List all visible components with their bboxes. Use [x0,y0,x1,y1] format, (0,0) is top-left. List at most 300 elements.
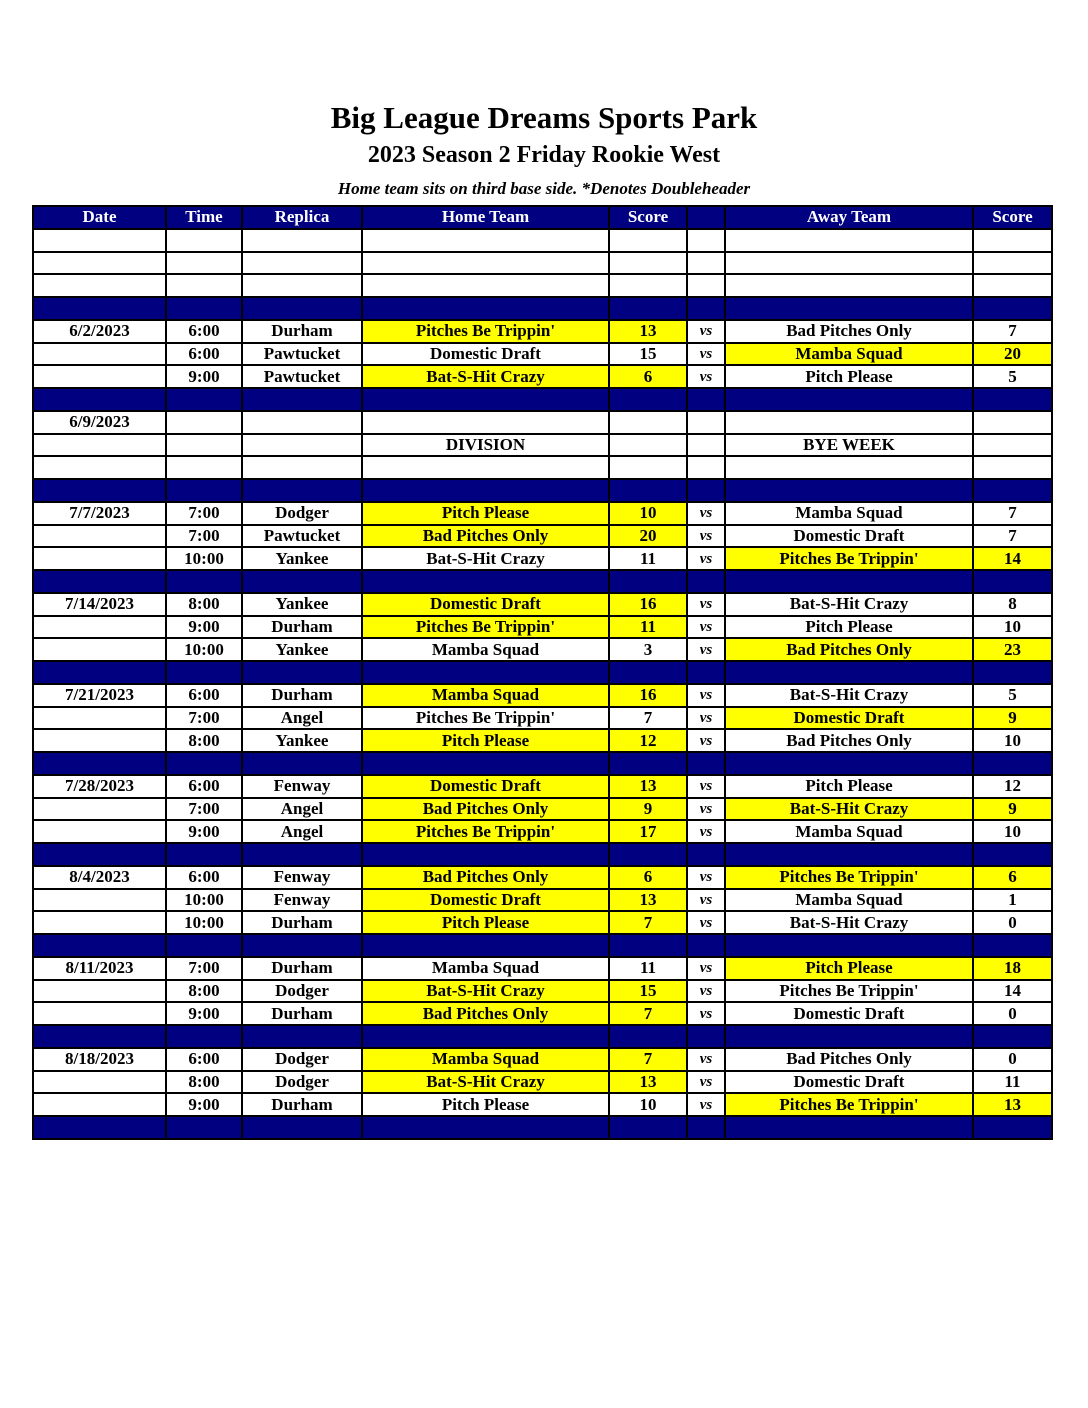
vs-cell: vs [687,980,725,1003]
header-time: Time [166,206,242,229]
home-score-cell: 13 [609,775,687,798]
time-cell: 9:00 [166,820,242,843]
away-score-cell: 6 [973,866,1052,889]
date-cell [33,934,166,957]
away-score-cell: 8 [973,593,1052,616]
away-team-cell [725,1116,973,1139]
away-score-cell [973,843,1052,866]
home-score-cell: 7 [609,1048,687,1071]
date-cell [33,1002,166,1025]
vs-cell: vs [687,547,725,570]
away-team-cell: Domestic Draft [725,525,973,548]
away-team-cell: Mamba Squad [725,502,973,525]
time-cell: 7:00 [166,707,242,730]
header-replica: Replica [242,206,362,229]
replica-cell: Durham [242,320,362,343]
date-cell [33,889,166,912]
home-team-cell: Mamba Squad [362,638,609,661]
game-row [33,502,1052,525]
home-team-cell: Bad Pitches Only [362,525,609,548]
home-team-cell [362,752,609,775]
replica-cell [242,252,362,275]
away-team-cell: Bad Pitches Only [725,729,973,752]
game-row [33,911,1052,934]
replica-cell: Dodger [242,980,362,1003]
away-team-cell: Pitch Please [725,957,973,980]
away-team-cell: Pitch Please [725,616,973,639]
date-cell [33,616,166,639]
date-cell [33,980,166,1003]
game-row [33,820,1052,843]
away-score-cell [973,274,1052,297]
vs-cell: vs [687,1093,725,1116]
away-score-cell [973,434,1052,457]
time-cell: 6:00 [166,320,242,343]
home-score-cell: 13 [609,889,687,912]
date-cell [33,1025,166,1048]
away-score-cell [973,752,1052,775]
separator-row [33,1116,1052,1139]
date-cell [33,297,166,320]
separator-row [33,570,1052,593]
home-team-cell: Domestic Draft [362,343,609,366]
away-score-cell: 11 [973,1071,1052,1094]
home-score-cell: 13 [609,320,687,343]
game-row [33,1071,1052,1094]
home-score-cell [609,479,687,502]
date-cell [33,798,166,821]
away-score-cell: 23 [973,638,1052,661]
game-row [33,775,1052,798]
home-team-cell: Domestic Draft [362,889,609,912]
home-score-cell [609,411,687,434]
vs-cell: vs [687,729,725,752]
home-score-cell: 10 [609,502,687,525]
replica-cell: Yankee [242,547,362,570]
blank-row [33,456,1052,479]
vs-cell: vs [687,502,725,525]
replica-cell [242,479,362,502]
away-score-cell: 5 [973,365,1052,388]
date-cell [33,1093,166,1116]
away-team-cell: Domestic Draft [725,1002,973,1025]
away-team-cell: Domestic Draft [725,1071,973,1094]
replica-cell: Durham [242,1093,362,1116]
time-cell: 10:00 [166,547,242,570]
game-row [33,593,1052,616]
replica-cell: Fenway [242,889,362,912]
date-cell [33,547,166,570]
away-team-cell [725,752,973,775]
replica-cell: Pawtucket [242,365,362,388]
away-team-cell [725,1025,973,1048]
away-team-cell: Bat-S-Hit Crazy [725,593,973,616]
home-score-cell [609,252,687,275]
time-cell [166,411,242,434]
date-cell [33,479,166,502]
game-row [33,798,1052,821]
time-cell [166,752,242,775]
game-row [33,547,1052,570]
away-team-cell: Mamba Squad [725,820,973,843]
home-team-cell: Mamba Squad [362,1048,609,1071]
replica-cell: Dodger [242,502,362,525]
header-away-team: Away Team [725,206,973,229]
game-row [33,525,1052,548]
date-cell [33,911,166,934]
vs-cell: vs [687,1071,725,1094]
home-score-cell: 6 [609,365,687,388]
replica-cell: Durham [242,957,362,980]
game-row [33,434,1052,457]
away-score-cell: 7 [973,320,1052,343]
replica-cell: Fenway [242,775,362,798]
home-team-cell [362,661,609,684]
away-score-cell: 10 [973,616,1052,639]
vs-cell [687,1116,725,1139]
away-score-cell: 10 [973,820,1052,843]
home-score-cell: 10 [609,1093,687,1116]
home-team-cell: Pitches Be Trippin' [362,616,609,639]
away-team-cell [725,934,973,957]
home-team-cell: Pitches Be Trippin' [362,707,609,730]
away-score-cell: 12 [973,775,1052,798]
home-team-cell [362,388,609,411]
header-vs [687,206,725,229]
date-cell: 7/14/2023 [33,593,166,616]
home-score-cell [609,434,687,457]
date-cell: 7/28/2023 [33,775,166,798]
away-score-cell: 14 [973,547,1052,570]
game-row [33,866,1052,889]
away-score-cell: 10 [973,729,1052,752]
away-score-cell [973,1116,1052,1139]
away-score-cell: 7 [973,502,1052,525]
away-score-cell [973,479,1052,502]
home-score-cell: 13 [609,1071,687,1094]
vs-cell: vs [687,684,725,707]
home-team-cell: Pitches Be Trippin' [362,820,609,843]
away-score-cell: 20 [973,343,1052,366]
replica-cell: Angel [242,707,362,730]
away-score-cell: 9 [973,707,1052,730]
home-team-cell [362,274,609,297]
header-away-score: Score [973,206,1052,229]
away-score-cell: 0 [973,1048,1052,1071]
time-cell [166,661,242,684]
home-team-cell [362,297,609,320]
game-row [33,320,1052,343]
away-score-cell [973,934,1052,957]
date-cell [33,365,166,388]
home-score-cell: 11 [609,616,687,639]
separator-row [33,843,1052,866]
home-team-cell [362,934,609,957]
home-score-cell: 15 [609,980,687,1003]
replica-cell [242,1025,362,1048]
home-team-cell [362,456,609,479]
time-cell: 10:00 [166,638,242,661]
away-team-cell: Bad Pitches Only [725,1048,973,1071]
vs-cell [687,570,725,593]
replica-cell: Durham [242,616,362,639]
home-score-cell [609,934,687,957]
game-row [33,1093,1052,1116]
vs-cell [687,752,725,775]
time-cell: 9:00 [166,616,242,639]
away-score-cell: 14 [973,980,1052,1003]
away-score-cell: 0 [973,911,1052,934]
vs-cell: vs [687,616,725,639]
time-cell: 8:00 [166,593,242,616]
home-score-cell: 17 [609,820,687,843]
replica-cell: Durham [242,1002,362,1025]
vs-cell [687,434,725,457]
vs-cell [687,229,725,252]
vs-cell: vs [687,889,725,912]
home-score-cell [609,752,687,775]
away-team-cell [725,274,973,297]
away-team-cell: Bad Pitches Only [725,320,973,343]
away-team-cell [725,661,973,684]
vs-cell: vs [687,1002,725,1025]
game-row [33,638,1052,661]
separator-row [33,661,1052,684]
vs-cell: vs [687,911,725,934]
home-score-cell [609,229,687,252]
replica-cell [242,434,362,457]
home-score-cell: 3 [609,638,687,661]
away-team-cell: Pitches Be Trippin' [725,866,973,889]
time-cell: 8:00 [166,729,242,752]
replica-cell [242,229,362,252]
time-cell [166,434,242,457]
home-team-cell: Bat-S-Hit Crazy [362,980,609,1003]
date-cell [33,570,166,593]
away-score-cell: 1 [973,889,1052,912]
away-score-cell [973,570,1052,593]
vs-cell: vs [687,1048,725,1071]
game-row [33,729,1052,752]
separator-row [33,1025,1052,1048]
vs-cell: vs [687,707,725,730]
vs-cell [687,934,725,957]
vs-cell [687,456,725,479]
replica-cell [242,843,362,866]
home-team-cell: Bad Pitches Only [362,866,609,889]
away-team-cell: Pitches Be Trippin' [725,980,973,1003]
vs-cell: vs [687,525,725,548]
away-team-cell [725,252,973,275]
time-cell: 8:00 [166,980,242,1003]
vs-cell: vs [687,593,725,616]
date-cell [33,752,166,775]
home-score-cell: 20 [609,525,687,548]
header-home-score: Score [609,206,687,229]
home-team-cell [362,570,609,593]
date-cell: 6/9/2023 [33,411,166,434]
date-cell [33,434,166,457]
replica-cell [242,661,362,684]
replica-cell [242,1116,362,1139]
home-team-cell: Bat-S-Hit Crazy [362,365,609,388]
time-cell: 9:00 [166,365,242,388]
time-cell: 9:00 [166,1002,242,1025]
vs-cell [687,479,725,502]
away-score-cell [973,388,1052,411]
time-cell: 6:00 [166,343,242,366]
replica-cell: Yankee [242,729,362,752]
vs-cell: vs [687,775,725,798]
away-score-cell [973,661,1052,684]
vs-cell [687,661,725,684]
home-score-cell [609,1025,687,1048]
away-team-cell: Pitch Please [725,775,973,798]
home-score-cell [609,274,687,297]
replica-cell: Fenway [242,866,362,889]
vs-cell: vs [687,798,725,821]
date-cell [33,229,166,252]
date-cell [33,252,166,275]
home-team-cell: DIVISION [362,434,609,457]
date-cell [33,1116,166,1139]
time-cell [166,297,242,320]
away-team-cell: Pitch Please [725,365,973,388]
home-score-cell [609,661,687,684]
away-team-cell [725,570,973,593]
page-title: Big League Dreams Sports Park [330,100,758,135]
game-row [33,707,1052,730]
replica-cell: Yankee [242,593,362,616]
home-team-cell: Pitch Please [362,729,609,752]
blank-row [33,252,1052,275]
date-cell [33,820,166,843]
home-score-cell [609,297,687,320]
replica-cell [242,570,362,593]
away-score-cell: 7 [973,525,1052,548]
time-cell: 10:00 [166,911,242,934]
away-team-cell [725,388,973,411]
vs-cell [687,297,725,320]
time-cell [166,252,242,275]
time-cell [166,1116,242,1139]
away-score-cell [973,252,1052,275]
home-score-cell: 7 [609,911,687,934]
time-cell: 7:00 [166,798,242,821]
time-cell: 6:00 [166,866,242,889]
vs-cell: vs [687,820,725,843]
time-cell: 6:00 [166,1048,242,1071]
replica-cell: Pawtucket [242,525,362,548]
away-team-cell [725,843,973,866]
away-score-cell [973,411,1052,434]
game-row [33,889,1052,912]
date-cell [33,343,166,366]
away-score-cell [973,297,1052,320]
replica-cell [242,934,362,957]
date-cell: 8/11/2023 [33,957,166,980]
home-score-cell: 11 [609,957,687,980]
time-cell: 10:00 [166,889,242,912]
away-team-cell: Domestic Draft [725,707,973,730]
away-score-cell [973,229,1052,252]
away-team-cell: Mamba Squad [725,889,973,912]
schedule-table [32,205,1053,1140]
away-team-cell: Mamba Squad [725,343,973,366]
time-cell [166,229,242,252]
vs-cell: vs [687,365,725,388]
game-row [33,980,1052,1003]
separator-row [33,752,1052,775]
replica-cell: Yankee [242,638,362,661]
time-cell: 9:00 [166,1093,242,1116]
game-row [33,957,1052,980]
game-row [33,1002,1052,1025]
time-cell [166,388,242,411]
home-score-cell: 16 [609,684,687,707]
vs-cell [687,1025,725,1048]
away-team-cell [725,456,973,479]
replica-cell [242,752,362,775]
home-score-cell: 9 [609,798,687,821]
date-cell [33,729,166,752]
blank-row [33,229,1052,252]
home-team-cell: Pitch Please [362,911,609,934]
home-team-cell: Pitch Please [362,502,609,525]
replica-cell [242,297,362,320]
vs-cell [687,388,725,411]
date-cell [33,456,166,479]
home-score-cell: 16 [609,593,687,616]
home-team-cell [362,1025,609,1048]
game-row [33,616,1052,639]
home-team-cell [362,1116,609,1139]
separator-row [33,934,1052,957]
schedule-note: Home team sits on third base side. *Denotes Doubleheader [337,179,751,198]
home-team-cell: Domestic Draft [362,593,609,616]
date-cell: 7/21/2023 [33,684,166,707]
time-cell [166,456,242,479]
time-cell [166,934,242,957]
replica-cell: Dodger [242,1071,362,1094]
away-team-cell: Bat-S-Hit Crazy [725,798,973,821]
blank-row [33,274,1052,297]
date-cell [33,843,166,866]
game-row [33,684,1052,707]
replica-cell: Dodger [242,1048,362,1071]
replica-cell: Durham [242,684,362,707]
separator-row [33,479,1052,502]
away-score-cell: 5 [973,684,1052,707]
home-score-cell [609,570,687,593]
home-team-cell: Bat-S-Hit Crazy [362,547,609,570]
date-cell [33,638,166,661]
away-score-cell: 0 [973,1002,1052,1025]
header-home-team: Home Team [362,206,609,229]
vs-cell: vs [687,320,725,343]
home-team-cell: Domestic Draft [362,775,609,798]
home-team-cell: Mamba Squad [362,957,609,980]
home-score-cell: 6 [609,866,687,889]
vs-cell: vs [687,638,725,661]
time-cell: 7:00 [166,502,242,525]
home-team-cell [362,252,609,275]
header-row [33,206,1052,229]
home-score-cell: 11 [609,547,687,570]
time-cell: 7:00 [166,957,242,980]
away-team-cell [725,479,973,502]
separator-row [33,297,1052,320]
